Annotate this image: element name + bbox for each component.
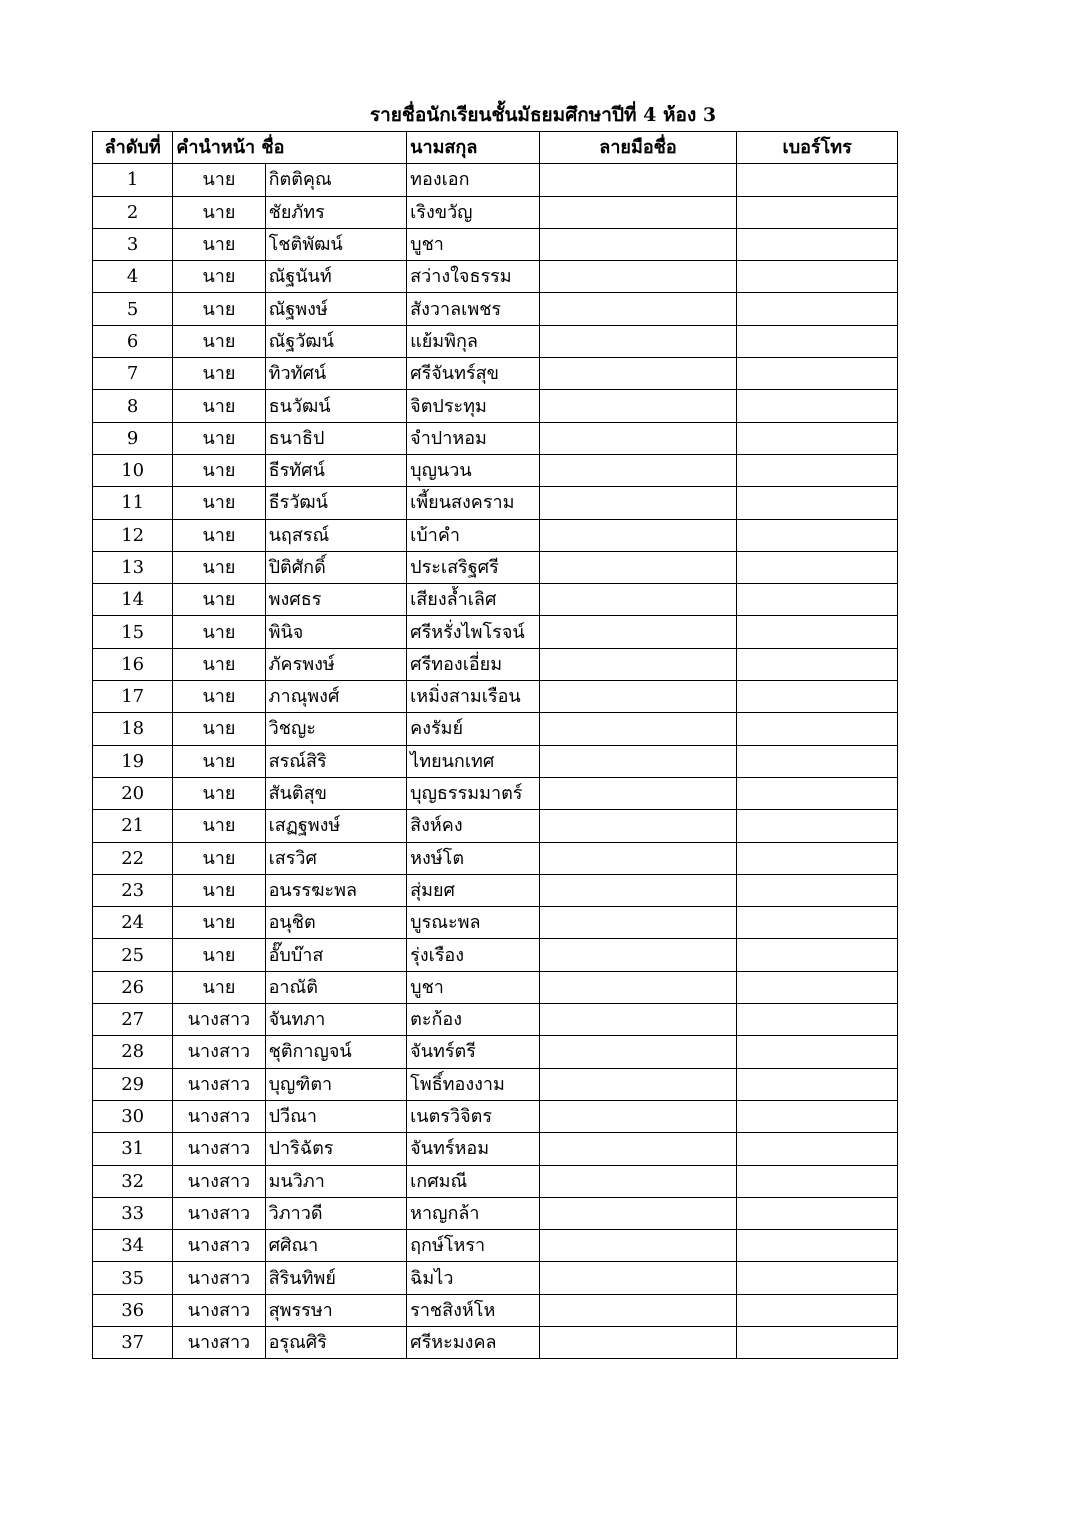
cell-no: 24 (93, 907, 173, 939)
cell-prefix: นางสาว (173, 1294, 265, 1326)
cell-prefix: นาย (173, 648, 265, 680)
cell-surname: หงษ์โต (407, 842, 539, 874)
cell-name: บุญฑิตา (265, 1068, 407, 1100)
cell-surname: เบ้าคำ (407, 519, 539, 551)
cell-no: 16 (93, 648, 173, 680)
cell-signature[interactable] (539, 1068, 737, 1100)
cell-no: 12 (93, 519, 173, 551)
cell-no: 34 (93, 1230, 173, 1262)
table-row (93, 971, 898, 1003)
cell-no: 19 (93, 745, 173, 777)
cell-name: กิตติคุณ (265, 164, 407, 196)
cell-phone[interactable] (737, 325, 898, 357)
cell-surname: ไทยนกเทศ (407, 745, 539, 777)
cell-prefix: นาย (173, 454, 265, 486)
cell-signature[interactable] (539, 228, 737, 260)
cell-no: 2 (93, 196, 173, 228)
cell-phone[interactable] (737, 1326, 898, 1358)
table-row (93, 1068, 898, 1100)
cell-prefix: นางสาว (173, 1036, 265, 1068)
cell-name: ปิติศักดิ์ (265, 551, 407, 583)
cell-surname: ศรีหรั่งไพโรจน์ (407, 616, 539, 648)
header-prefix-name: คำนำหน้า ชื่อ (173, 132, 407, 164)
cell-phone[interactable] (737, 1068, 898, 1100)
cell-signature[interactable] (539, 681, 737, 713)
cell-prefix: นางสาว (173, 1197, 265, 1229)
cell-surname: บุญนวน (407, 454, 539, 486)
cell-no: 18 (93, 713, 173, 745)
cell-surname: แย้มพิกุล (407, 325, 539, 357)
cell-no: 33 (93, 1197, 173, 1229)
cell-prefix: นาย (173, 519, 265, 551)
cell-phone[interactable] (737, 616, 898, 648)
cell-signature[interactable] (539, 325, 737, 357)
cell-phone[interactable] (737, 874, 898, 906)
cell-no: 22 (93, 842, 173, 874)
cell-name: ทิวทัศน์ (265, 358, 407, 390)
cell-name: มนวิภา (265, 1165, 407, 1197)
cell-no: 20 (93, 777, 173, 809)
cell-prefix: นางสาว (173, 1165, 265, 1197)
cell-phone[interactable] (737, 196, 898, 228)
cell-phone[interactable] (737, 842, 898, 874)
cell-signature[interactable] (539, 745, 737, 777)
cell-name: ธีรวัฒน์ (265, 487, 407, 519)
cell-name: ภาณุพงศ์ (265, 681, 407, 713)
cell-prefix: นาย (173, 551, 265, 583)
cell-no: 32 (93, 1165, 173, 1197)
cell-surname: จำปาหอม (407, 422, 539, 454)
cell-prefix: นาย (173, 196, 265, 228)
cell-surname: เริงขวัญ (407, 196, 539, 228)
table-row (93, 907, 898, 939)
cell-surname: สว่างใจธรรม (407, 261, 539, 293)
cell-no: 5 (93, 293, 173, 325)
cell-signature[interactable] (539, 487, 737, 519)
cell-phone[interactable] (737, 422, 898, 454)
cell-signature[interactable] (539, 454, 737, 486)
cell-name: ธีรทัศน์ (265, 454, 407, 486)
cell-no: 29 (93, 1068, 173, 1100)
cell-phone[interactable] (737, 907, 898, 939)
table-row (93, 422, 898, 454)
table-row (93, 713, 898, 745)
cell-no: 11 (93, 487, 173, 519)
cell-no: 10 (93, 454, 173, 486)
table-row (93, 390, 898, 422)
cell-prefix: นางสาว (173, 1133, 265, 1165)
cell-surname: ราชสิงห์โห (407, 1294, 539, 1326)
cell-name: ภัครพงษ์ (265, 648, 407, 680)
table-row (93, 1326, 898, 1358)
cell-prefix: นาย (173, 745, 265, 777)
cell-surname: ศรีจันทร์สุข (407, 358, 539, 390)
table-row (93, 196, 898, 228)
cell-name: ชุติกาญจน์ (265, 1036, 407, 1068)
cell-no: 6 (93, 325, 173, 357)
table-header-row (93, 132, 898, 164)
cell-signature[interactable] (539, 293, 737, 325)
cell-signature[interactable] (539, 1165, 737, 1197)
cell-surname: จันทร์หอม (407, 1133, 539, 1165)
cell-signature[interactable] (539, 422, 737, 454)
cell-phone[interactable] (737, 1165, 898, 1197)
cell-prefix: นาย (173, 261, 265, 293)
table-row (93, 745, 898, 777)
header-signature: ลายมือชื่อ (539, 132, 737, 164)
cell-name: สันติสุข (265, 777, 407, 809)
cell-prefix: นางสาว (173, 1004, 265, 1036)
cell-prefix: นาย (173, 487, 265, 519)
cell-prefix: นาย (173, 422, 265, 454)
cell-prefix: นาย (173, 390, 265, 422)
cell-phone[interactable] (737, 971, 898, 1003)
cell-no: 35 (93, 1262, 173, 1294)
cell-no: 36 (93, 1294, 173, 1326)
cell-prefix: นาย (173, 681, 265, 713)
cell-surname: ตะก้อง (407, 1004, 539, 1036)
table-row (93, 358, 898, 390)
cell-signature[interactable] (539, 648, 737, 680)
table-row (93, 584, 898, 616)
cell-phone[interactable] (737, 648, 898, 680)
cell-surname: ทองเอก (407, 164, 539, 196)
cell-signature[interactable] (539, 1326, 737, 1358)
cell-signature[interactable] (539, 584, 737, 616)
cell-no: 3 (93, 228, 173, 260)
cell-no: 27 (93, 1004, 173, 1036)
cell-prefix: นาย (173, 777, 265, 809)
cell-signature[interactable] (539, 616, 737, 648)
cell-surname: สิงห์คง (407, 810, 539, 842)
table-row (93, 487, 898, 519)
cell-signature[interactable] (539, 1197, 737, 1229)
roster-body (93, 164, 898, 1359)
cell-phone[interactable] (737, 164, 898, 196)
table-row (93, 164, 898, 196)
cell-prefix: นาย (173, 939, 265, 971)
cell-phone[interactable] (737, 551, 898, 583)
cell-signature[interactable] (539, 551, 737, 583)
cell-prefix: นาย (173, 325, 265, 357)
cell-name: วิชญะ (265, 713, 407, 745)
cell-prefix: นาย (173, 584, 265, 616)
cell-surname: รุ่งเรือง (407, 939, 539, 971)
cell-name: ปวีณา (265, 1100, 407, 1132)
table-row (93, 939, 898, 971)
cell-surname: ฤกษ์โหรา (407, 1230, 539, 1262)
cell-surname: สุ่มยศ (407, 874, 539, 906)
cell-prefix: นางสาว (173, 1262, 265, 1294)
cell-phone[interactable] (737, 713, 898, 745)
table-row (93, 1165, 898, 1197)
cell-signature[interactable] (539, 874, 737, 906)
cell-phone[interactable] (737, 1197, 898, 1229)
cell-signature[interactable] (539, 907, 737, 939)
cell-no: 13 (93, 551, 173, 583)
cell-phone[interactable] (737, 681, 898, 713)
cell-phone[interactable] (737, 1262, 898, 1294)
table-row (93, 228, 898, 260)
cell-prefix: นาย (173, 164, 265, 196)
cell-signature[interactable] (539, 1100, 737, 1132)
cell-prefix: นาย (173, 228, 265, 260)
cell-prefix: นางสาว (173, 1068, 265, 1100)
cell-name: จันทภา (265, 1004, 407, 1036)
cell-name: สรณ์สิริ (265, 745, 407, 777)
cell-phone[interactable] (737, 261, 898, 293)
cell-phone[interactable] (737, 293, 898, 325)
cell-signature[interactable] (539, 1230, 737, 1262)
cell-surname: บูรณะพล (407, 907, 539, 939)
table-row (93, 842, 898, 874)
cell-name: วิภาวดี (265, 1197, 407, 1229)
cell-surname: เหมิ่งสามเรือน (407, 681, 539, 713)
cell-no: 7 (93, 358, 173, 390)
cell-name: ชัยภัทร (265, 196, 407, 228)
table-row (93, 261, 898, 293)
table-row (93, 1294, 898, 1326)
cell-surname: หาญกล้า (407, 1197, 539, 1229)
cell-name: อนรรฆะพล (265, 874, 407, 906)
cell-no: 21 (93, 810, 173, 842)
cell-signature[interactable] (539, 777, 737, 809)
cell-no: 25 (93, 939, 173, 971)
cell-phone[interactable] (737, 487, 898, 519)
cell-phone[interactable] (737, 1004, 898, 1036)
student-roster-table (92, 131, 898, 1359)
table-row (93, 777, 898, 809)
cell-surname: ประเสริฐศรี (407, 551, 539, 583)
table-row (93, 810, 898, 842)
cell-prefix: นาย (173, 842, 265, 874)
cell-prefix: นาย (173, 293, 265, 325)
cell-prefix: นาย (173, 616, 265, 648)
cell-surname: เพี้ยนสงคราม (407, 487, 539, 519)
cell-phone[interactable] (737, 519, 898, 551)
cell-prefix: นาย (173, 810, 265, 842)
cell-name: อาณัติ (265, 971, 407, 1003)
cell-signature[interactable] (539, 713, 737, 745)
table-row (93, 1036, 898, 1068)
cell-name: สิรินทิพย์ (265, 1262, 407, 1294)
cell-name: นฤสรณ์ (265, 519, 407, 551)
cell-signature[interactable] (539, 842, 737, 874)
cell-phone[interactable] (737, 584, 898, 616)
cell-name: ธนวัฒน์ (265, 390, 407, 422)
cell-signature[interactable] (539, 939, 737, 971)
cell-surname: สังวาลเพชร (407, 293, 539, 325)
cell-phone[interactable] (737, 1230, 898, 1262)
cell-surname: ศรีทองเอี่ยม (407, 648, 539, 680)
cell-surname: ฉิมไว (407, 1262, 539, 1294)
table-row (93, 293, 898, 325)
cell-name: ปาริฉัตร (265, 1133, 407, 1165)
table-row (93, 1197, 898, 1229)
cell-signature[interactable] (539, 1036, 737, 1068)
cell-signature[interactable] (539, 164, 737, 196)
cell-name: ธนาธิป (265, 422, 407, 454)
cell-no: 26 (93, 971, 173, 1003)
cell-phone[interactable] (737, 939, 898, 971)
cell-prefix: นาย (173, 874, 265, 906)
cell-surname: เกศมณี (407, 1165, 539, 1197)
cell-name: ณัฐพงษ์ (265, 293, 407, 325)
cell-surname: โพธิ์ทองงาม (407, 1068, 539, 1100)
header-no: ลำดับที่ (93, 132, 173, 164)
cell-signature[interactable] (539, 1133, 737, 1165)
header-phone: เบอร์โทร (737, 132, 898, 164)
table-row (93, 616, 898, 648)
cell-signature[interactable] (539, 196, 737, 228)
cell-prefix: นางสาว (173, 1326, 265, 1358)
cell-phone[interactable] (737, 810, 898, 842)
cell-phone[interactable] (737, 745, 898, 777)
table-row (93, 551, 898, 583)
cell-no: 30 (93, 1100, 173, 1132)
cell-signature[interactable] (539, 1262, 737, 1294)
table-row (93, 454, 898, 486)
cell-no: 17 (93, 681, 173, 713)
cell-name: อั๊บบ๊าส (265, 939, 407, 971)
cell-surname: บูชา (407, 228, 539, 260)
cell-phone[interactable] (737, 1294, 898, 1326)
cell-no: 37 (93, 1326, 173, 1358)
cell-phone[interactable] (737, 1100, 898, 1132)
table-row (93, 519, 898, 551)
cell-no: 8 (93, 390, 173, 422)
cell-surname: จิตประทุม (407, 390, 539, 422)
cell-phone[interactable] (737, 454, 898, 486)
cell-surname: เนตรวิจิตร (407, 1100, 539, 1132)
cell-signature[interactable] (539, 810, 737, 842)
cell-no: 15 (93, 616, 173, 648)
cell-surname: คงรัมย์ (407, 713, 539, 745)
table-row (93, 648, 898, 680)
table-row (93, 1262, 898, 1294)
header-surname: นามสกุล (407, 132, 539, 164)
cell-surname: จันทร์ตรี (407, 1036, 539, 1068)
cell-prefix: นาย (173, 713, 265, 745)
cell-name: ศศิณา (265, 1230, 407, 1262)
cell-name: อรุณศิริ (265, 1326, 407, 1358)
table-row (93, 1100, 898, 1132)
cell-phone[interactable] (737, 358, 898, 390)
cell-prefix: นางสาว (173, 1230, 265, 1262)
cell-prefix: นางสาว (173, 1100, 265, 1132)
cell-name: พงศธร (265, 584, 407, 616)
cell-phone[interactable] (737, 390, 898, 422)
cell-no: 14 (93, 584, 173, 616)
cell-phone[interactable] (737, 1036, 898, 1068)
cell-name: เสฏฐพงษ์ (265, 810, 407, 842)
cell-name: เสรวิศ (265, 842, 407, 874)
table-row (93, 1230, 898, 1262)
cell-prefix: นาย (173, 907, 265, 939)
cell-name: ณัฐนันท์ (265, 261, 407, 293)
cell-signature[interactable] (539, 1294, 737, 1326)
cell-phone[interactable] (737, 228, 898, 260)
cell-prefix: นาย (173, 971, 265, 1003)
cell-name: โชติพัฒน์ (265, 228, 407, 260)
cell-name: ณัฐวัฒน์ (265, 325, 407, 357)
table-row (93, 325, 898, 357)
cell-signature[interactable] (539, 519, 737, 551)
cell-signature[interactable] (539, 390, 737, 422)
cell-no: 31 (93, 1133, 173, 1165)
cell-no: 28 (93, 1036, 173, 1068)
cell-no: 9 (93, 422, 173, 454)
cell-no: 4 (93, 261, 173, 293)
cell-prefix: นาย (173, 358, 265, 390)
table-row (93, 681, 898, 713)
cell-phone[interactable] (737, 777, 898, 809)
cell-surname: บูชา (407, 971, 539, 1003)
cell-surname: ศรีหะมงคล (407, 1326, 539, 1358)
cell-phone[interactable] (737, 1133, 898, 1165)
table-row (93, 874, 898, 906)
cell-no: 23 (93, 874, 173, 906)
cell-name: สุพรรษา (265, 1294, 407, 1326)
cell-name: พินิจ (265, 616, 407, 648)
cell-name: อนุชิต (265, 907, 407, 939)
cell-signature[interactable] (539, 358, 737, 390)
table-row (93, 1133, 898, 1165)
cell-signature[interactable] (539, 1004, 737, 1036)
cell-signature[interactable] (539, 971, 737, 1003)
cell-surname: บุญธรรมมาตร์ (407, 777, 539, 809)
cell-signature[interactable] (539, 261, 737, 293)
page-title: รายชื่อนักเรียนชั้นมัธยมศึกษาปีที่ 4 ห้อง 3 (369, 104, 717, 126)
cell-no: 1 (93, 164, 173, 196)
table-row (93, 1004, 898, 1036)
cell-surname: เสียงล้ำเลิศ (407, 584, 539, 616)
